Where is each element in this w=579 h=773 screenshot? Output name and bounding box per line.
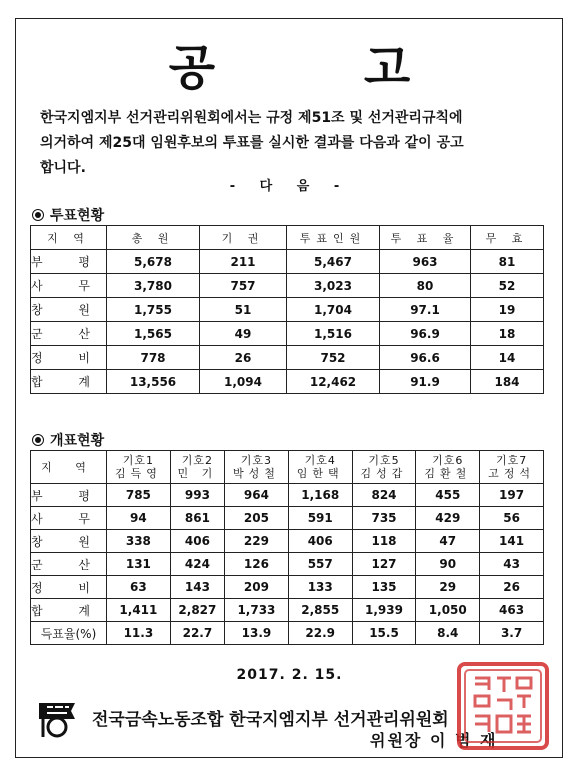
- value-cell: 1,168: [288, 484, 352, 507]
- candidate-code: 기호7: [495, 454, 528, 467]
- value-cell: 209: [225, 576, 289, 599]
- candidate-header: [480, 451, 544, 484]
- official-seal-stamp: [455, 660, 551, 752]
- table-row: [31, 484, 544, 507]
- value-cell: 26: [480, 576, 544, 599]
- candidate-code: 기호2: [181, 454, 214, 467]
- region-cell: 부 평: [31, 484, 107, 507]
- value-cell: 141: [480, 530, 544, 553]
- candidate-header: [416, 451, 480, 484]
- value-cell: 2,827: [170, 599, 224, 622]
- intro-line: 한국지엠지부 선거관리위원회에서는 규정 제51조 및 선거관리규칙에: [40, 110, 463, 126]
- value-cell: 96.9: [380, 322, 471, 346]
- candidate-name: 박성철: [232, 467, 280, 480]
- value-cell: 47: [416, 530, 480, 553]
- bullet-icon: [32, 434, 44, 446]
- value-cell: 5,678: [107, 250, 200, 274]
- value-cell: 127: [352, 553, 416, 576]
- value-cell: 51: [200, 298, 287, 322]
- value-cell: 1,565: [107, 322, 200, 346]
- value-cell: 80: [380, 274, 471, 298]
- value-cell: 197: [480, 484, 544, 507]
- candidate-code: 기호1: [122, 454, 155, 467]
- value-cell: 455: [416, 484, 480, 507]
- section-counting-title: 개표현황: [50, 433, 105, 449]
- candidate-name: 김득영: [114, 467, 162, 480]
- value-cell: 993: [170, 484, 224, 507]
- candidate-code: 기호4: [304, 454, 336, 467]
- value-cell: 22.9: [288, 622, 352, 645]
- value-cell: 1,939: [352, 599, 416, 622]
- candidate-name: 김환철: [424, 467, 472, 480]
- value-cell: 96.6: [380, 346, 471, 370]
- candidate-name: 임한택: [296, 467, 344, 480]
- value-cell: 56: [480, 507, 544, 530]
- region-cell: 사 무: [31, 274, 107, 298]
- table-row: [31, 322, 544, 346]
- value-cell: 824: [352, 484, 416, 507]
- value-cell: 429: [416, 507, 480, 530]
- value-cell: 22.7: [170, 622, 224, 645]
- value-cell: 861: [170, 507, 224, 530]
- region-cell: 부 평: [31, 250, 107, 274]
- value-cell: 1,050: [416, 599, 480, 622]
- table-row: [31, 530, 544, 553]
- value-cell: 229: [225, 530, 289, 553]
- value-cell: 14: [471, 346, 544, 370]
- value-cell: 591: [288, 507, 352, 530]
- value-cell: 205: [225, 507, 289, 530]
- candidate-code: 기호5: [368, 454, 400, 467]
- region-cell: 창 원: [31, 530, 107, 553]
- table-row: [31, 507, 544, 530]
- region-cell: 합 계: [31, 599, 107, 622]
- candidate-name: 김성갑: [360, 467, 408, 480]
- table-header-row: [31, 451, 544, 484]
- intro-paragraph: [40, 106, 555, 181]
- value-cell: 463: [480, 599, 544, 622]
- value-cell: 43: [480, 553, 544, 576]
- candidate-name: 민 기: [177, 467, 218, 480]
- value-cell: 126: [225, 553, 289, 576]
- value-cell: 131: [107, 553, 171, 576]
- candidate-header: [225, 451, 289, 484]
- table-row: [31, 599, 544, 622]
- value-cell: 557: [288, 553, 352, 576]
- col-header: 무 효: [471, 226, 544, 250]
- vote-count-table: [30, 450, 544, 645]
- region-cell: 정 비: [31, 576, 107, 599]
- value-cell: 752: [287, 346, 380, 370]
- value-cell: 63: [107, 576, 171, 599]
- committee-chair: 위원장 이 범 재: [370, 731, 498, 750]
- notice-title: 공 고: [168, 40, 477, 96]
- value-cell: 97.1: [380, 298, 471, 322]
- value-cell: 1,094: [200, 370, 287, 394]
- value-cell: 1,733: [225, 599, 289, 622]
- candidate-code: 기호6: [432, 454, 464, 467]
- candidate-name: 고정석: [488, 467, 536, 480]
- value-cell: 406: [288, 530, 352, 553]
- value-cell: 13,556: [107, 370, 200, 394]
- value-cell: 5,467: [287, 250, 380, 274]
- candidate-header: [352, 451, 416, 484]
- region-cell: 합 계: [31, 370, 107, 394]
- value-cell: 735: [352, 507, 416, 530]
- section-voting-title: 투표현황: [50, 208, 105, 224]
- value-cell: 1,704: [287, 298, 380, 322]
- value-cell: 18: [471, 322, 544, 346]
- value-cell: 133: [288, 576, 352, 599]
- value-cell: 49: [200, 322, 287, 346]
- notice-date: 2017. 2. 15.: [236, 667, 343, 683]
- value-cell: 8.4: [416, 622, 480, 645]
- value-cell: 3.7: [480, 622, 544, 645]
- value-cell: 211: [200, 250, 287, 274]
- value-cell: 3,023: [287, 274, 380, 298]
- value-cell: 81: [471, 250, 544, 274]
- table-row: [31, 298, 544, 322]
- value-cell: 1,516: [287, 322, 380, 346]
- value-cell: 406: [170, 530, 224, 553]
- value-cell: 91.9: [380, 370, 471, 394]
- value-cell: 90: [416, 553, 480, 576]
- bullet-icon: [32, 209, 44, 221]
- region-cell: 사 무: [31, 507, 107, 530]
- region-cell: 군 산: [31, 553, 107, 576]
- table-row: [31, 346, 544, 370]
- value-cell: 785: [107, 484, 171, 507]
- following-marker: - 다 음 -: [229, 179, 350, 194]
- col-header: 투표인원: [287, 226, 380, 250]
- value-cell: 13.9: [225, 622, 289, 645]
- value-cell: 338: [107, 530, 171, 553]
- table-row: [31, 622, 544, 645]
- value-cell: 778: [107, 346, 200, 370]
- section-voting-heading: [32, 205, 104, 225]
- table-row: [31, 553, 544, 576]
- col-header: 총 원: [107, 226, 200, 250]
- value-cell: 15.5: [352, 622, 416, 645]
- candidate-header: [288, 451, 352, 484]
- value-cell: 94: [107, 507, 171, 530]
- union-name: 전국금속노동조합 한국지엠지부 선거관리위원회: [92, 710, 449, 730]
- union-logo-icon: [33, 693, 81, 741]
- region-cell: 창 원: [31, 298, 107, 322]
- value-cell: 12,462: [287, 370, 380, 394]
- value-cell: 52: [471, 274, 544, 298]
- region-cell: 득표율(%): [31, 622, 107, 645]
- value-cell: 19: [471, 298, 544, 322]
- value-cell: 964: [225, 484, 289, 507]
- value-cell: 26: [200, 346, 287, 370]
- table-row: [31, 576, 544, 599]
- table-row: [31, 274, 544, 298]
- value-cell: 29: [416, 576, 480, 599]
- candidate-header: [107, 451, 171, 484]
- table-row: [31, 250, 544, 274]
- value-cell: 757: [200, 274, 287, 298]
- col-header: 지 역: [31, 451, 107, 484]
- region-cell: 정 비: [31, 346, 107, 370]
- col-header: 지 역: [31, 226, 107, 250]
- voting-status-table: [30, 225, 544, 394]
- col-header: 투 표 율: [380, 226, 471, 250]
- value-cell: 184: [471, 370, 544, 394]
- value-cell: 11.3: [107, 622, 171, 645]
- value-cell: 3,780: [107, 274, 200, 298]
- value-cell: 963: [380, 250, 471, 274]
- value-cell: 1,411: [107, 599, 171, 622]
- value-cell: 143: [170, 576, 224, 599]
- intro-line: 의거하여 제25대 임원후보의 투표를 실시한 결과를 다음과 같이 공고: [40, 135, 464, 151]
- section-counting-heading: [32, 430, 104, 450]
- col-header: 기 권: [200, 226, 287, 250]
- region-cell: 군 산: [31, 322, 107, 346]
- intro-line: 합니다.: [40, 160, 86, 176]
- candidate-header: [170, 451, 224, 484]
- value-cell: 1,755: [107, 298, 200, 322]
- value-cell: 135: [352, 576, 416, 599]
- value-cell: 118: [352, 530, 416, 553]
- table-header-row: [31, 226, 544, 250]
- candidate-code: 기호3: [240, 454, 273, 467]
- value-cell: 424: [170, 553, 224, 576]
- table-row: [31, 370, 544, 394]
- value-cell: 2,855: [288, 599, 352, 622]
